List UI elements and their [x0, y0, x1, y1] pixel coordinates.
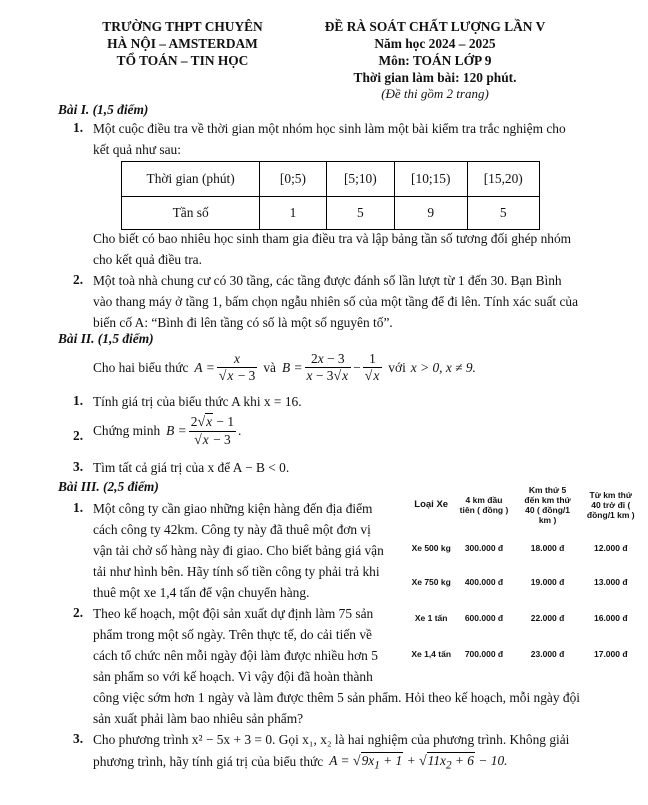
- table-row: [409, 564, 641, 600]
- table-header-cell: [5;10): [326, 162, 394, 197]
- question-text: Một cuộc điều tra về thời gian một nhóm học sinh làm một bài kiểm tra trắc nghiệm cho: [93, 121, 566, 136]
- question-number: 3.: [73, 731, 84, 746]
- table-row: [409, 636, 641, 672]
- table-cell: 23.000 đ: [530, 649, 565, 659]
- table-row: [122, 162, 540, 197]
- question-text: Một công ty cần giao những kiện hàng đến địa điểm: [93, 501, 373, 516]
- expression-line: [93, 748, 508, 776]
- table-cell: 18.000 đ: [530, 542, 565, 553]
- school-name-line2: HÀ NỘI – AMSTERDAM: [107, 36, 258, 51]
- question-text: Cho phương trình x² − 5x + 3 = 0. Gọi x₁, x₂ là hai nghiệm của phương trình. Không giải: [93, 732, 570, 747]
- expression-formula: $A = √9x_1 + 1 + √11x_2 + 6 - 10$.: [329, 752, 508, 772]
- table-cell: 700.000 đ: [464, 649, 504, 659]
- question-text: sản xuất phải làm bao nhiêu sản phẩm?: [93, 711, 304, 726]
- question-text: vận tải chở số hàng này đi giao. Cho biết bảng giá vận: [93, 543, 384, 558]
- frequency-table: [121, 161, 540, 230]
- table-cell: 400.000 đ: [464, 577, 504, 587]
- question-text: thuê một xe 1,4 tấn để vận chuyển hàng.: [93, 585, 310, 600]
- prove-statement: Chứng minh B = $\frac{2√x - 1}{√x - 3}$ .: [93, 413, 242, 448]
- math-var: B =: [281, 360, 303, 375]
- price-table: [409, 478, 641, 672]
- question-number: 3.: [73, 459, 84, 474]
- table-cell: 17.000 đ: [593, 649, 628, 659]
- table-header-cell: Km thứ 5 đến km thứ 40 ( đồng/1 km ): [524, 484, 571, 525]
- table-row: [122, 197, 540, 230]
- intro-text: Cho hai biểu thức: [93, 360, 189, 375]
- section-3-title: Bài III. (2,5 điểm): [58, 479, 159, 494]
- table-cell: 5: [326, 197, 394, 230]
- question-text: cách công ty 42km. Công ty này đã thuê một đơn vị: [93, 522, 371, 537]
- table-header-cell: Thời gian (phút): [122, 162, 260, 197]
- pages-note: (Đề thi gồm 2 trang): [381, 86, 489, 101]
- question-text: Tìm tất cả giá trị của x để A − B < 0.: [93, 460, 290, 475]
- table-cell: Xe 500 kg: [411, 542, 451, 553]
- table-header-cell: Từ km thứ 40 trở đi ( đồng/1 km ): [586, 489, 635, 520]
- question-text: Theo kế hoạch, một đội sản xuất dự định làm 75 sản: [93, 606, 374, 621]
- table-header-cell: Loại Xe: [414, 499, 449, 510]
- question-number: 2.: [73, 428, 84, 443]
- table-cell: 13.000 đ: [593, 577, 628, 587]
- section-2-title: Bài II. (1,5 điểm): [58, 331, 154, 346]
- question-number: 1.: [73, 500, 84, 515]
- table-cell: 16.000 đ: [593, 613, 628, 623]
- table-header-cell: [10;15): [395, 162, 467, 197]
- question-text: kết quả như sau:: [93, 142, 181, 157]
- table-header-cell: 4 km đầu tiên ( đồng ): [459, 494, 509, 515]
- duration: Thời gian làm bài: 120 phút.: [353, 70, 517, 85]
- table-row: [409, 531, 641, 564]
- question-number: 1.: [73, 393, 84, 408]
- department-name: TỔ TOÁN – TIN HỌC: [116, 53, 249, 68]
- question-text: vào thang máy ở tầng 1, bấm chọn ngẫu nhiên số của một tầng để đi lên. Tính xác suất của: [93, 294, 579, 309]
- and-word: và: [263, 360, 276, 375]
- table-cell: Xe 1 tấn: [414, 613, 448, 623]
- school-name-line1: TRƯỜNG THPT CHUYÊN: [102, 19, 263, 34]
- table-header-cell: [15,20): [467, 162, 540, 197]
- question-text: công việc sớm hơn 1 ngày và làm được thêm 5 sản phẩm. Hỏi theo kế hoạch, mỗi ngày đội: [93, 690, 581, 705]
- question-text: phẩm trong một số ngày. Trên thực tế, do cải tiến về: [93, 627, 372, 642]
- expressions-definition: Cho hai biểu thức A = $\frac{x}{√x - 3}$ và B = $\frac{2x - 3}{x - 3√x}$ − $\frac{1}{√x}$ với x > 0, x ≠ 9.: [93, 351, 476, 384]
- question-text: Chứng minh: [93, 423, 161, 438]
- school-year: Năm học 2024 – 2025: [374, 36, 496, 51]
- math-var: A =: [194, 360, 215, 375]
- table-cell: 600.000 đ: [464, 613, 504, 623]
- question-text: sản phẩm so với kế hoạch. Vì vậy đội đã hoàn thành: [93, 669, 373, 684]
- table-row: [409, 600, 641, 636]
- fraction-b2: $\frac{1}{√x}$: [363, 351, 383, 385]
- exam-title: ĐỀ RÀ SOÁT CHẤT LƯỢNG LẦN V: [324, 19, 546, 34]
- table-cell: 9: [395, 197, 467, 230]
- question-text: Cho biết có bao nhiêu học sinh tham gia điều tra và lập bảng tần số tương đối ghép nhóm: [93, 231, 572, 246]
- question-number: 1.: [73, 120, 84, 135]
- table-cell: 12.000 đ: [593, 542, 628, 553]
- subject: Môn: TOÁN LỚP 9: [378, 53, 492, 68]
- question-text: cách tổ chức nên mỗi ngày đội làm được nhiều hơn 5: [93, 648, 378, 663]
- fraction-b1: $\frac{2x - 3}{x - 3√x}$: [305, 351, 352, 385]
- with-word: với: [388, 360, 406, 375]
- table-cell: 19.000 đ: [530, 577, 565, 587]
- question-text: Tính giá trị của biểu thức A khi x = 16.: [93, 394, 302, 409]
- table-header-cell: [0;5): [260, 162, 326, 197]
- table-cell: 1: [260, 197, 326, 230]
- question-text: tải như hình bên. Hãy tính số tiền công ty phải trả khi: [93, 564, 380, 579]
- table-cell: 5: [467, 197, 540, 230]
- section-1-title: Bài I. (1,5 điểm): [58, 102, 149, 117]
- question-number: 2.: [73, 272, 84, 287]
- question-text: Một toà nhà chung cư có 30 tầng, các tầng được đánh số lần lượt từ 1 đến 30. Bạn Bình: [93, 273, 562, 288]
- condition: x > 0, x ≠ 9.: [410, 360, 476, 375]
- question-text: phương trình, hãy tính giá trị của biểu thức: [93, 754, 324, 769]
- table-row: [409, 478, 641, 531]
- fraction-a: $\frac{x}{√x - 3}$: [218, 351, 256, 384]
- table-cell: Tần số: [122, 197, 260, 230]
- question-text: biến cố A: “Bình đi lên tầng có số là một số nguyên tố”.: [93, 315, 393, 330]
- fraction-b-proof: $\frac{2√x - 1}{√x - 3}$: [190, 413, 235, 448]
- table-cell: Xe 750 kg: [411, 577, 451, 587]
- question-number: 2.: [73, 605, 84, 620]
- table-cell: 22.000 đ: [530, 613, 565, 623]
- question-text: cho kết quả điều tra.: [93, 252, 202, 267]
- table-cell: 300.000 đ: [464, 542, 504, 553]
- table-cell: Xe 1,4 tấn: [411, 649, 452, 659]
